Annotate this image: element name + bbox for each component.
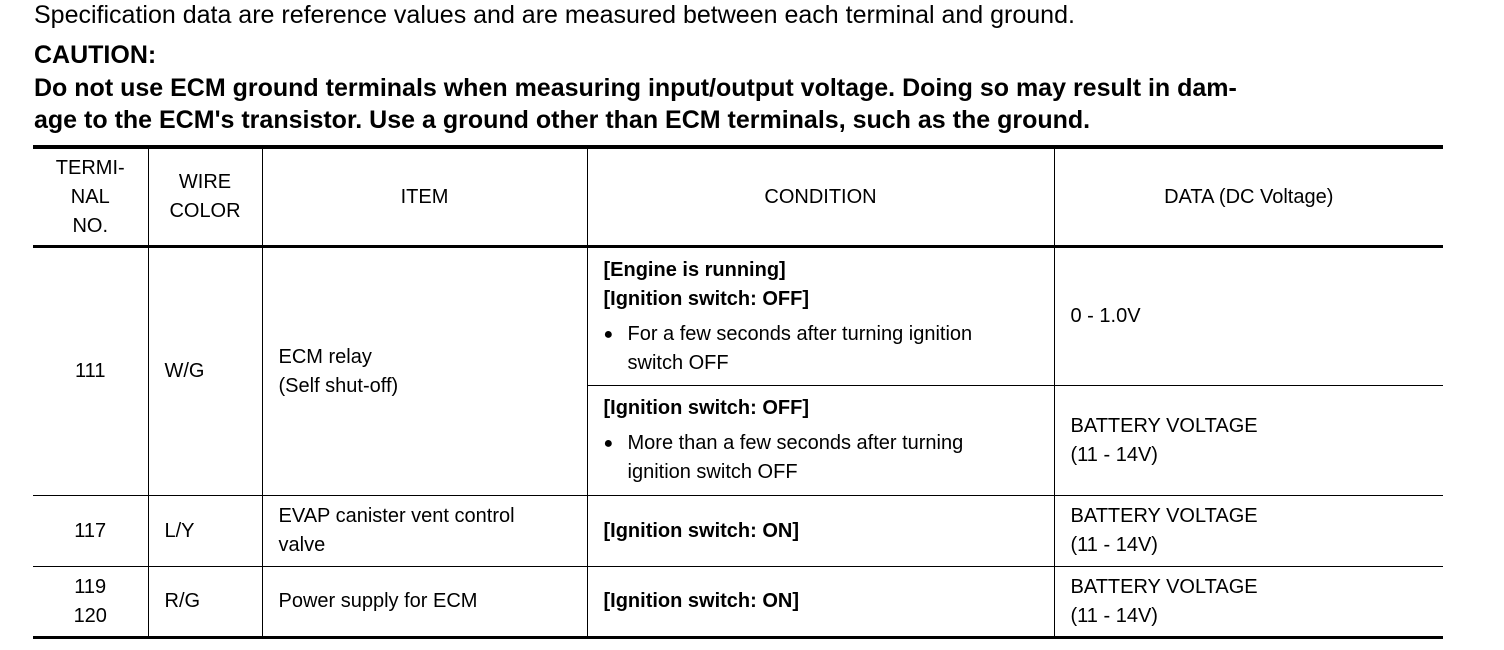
data-cell: BATTERY VOLTAGE (11 - 14V) <box>1054 567 1443 638</box>
caution-line: age to the ECM's transistor. Use a ground other than ECM terminals, such as the ground. <box>34 106 1091 134</box>
item-cell: EVAP canister vent control valve <box>262 496 587 567</box>
item-cell: ECM relay (Self shut-off) <box>262 247 587 496</box>
condition-cell: [Ignition switch: OFF] ● More than a few seconds after turning ignition switch OFF <box>587 386 1054 496</box>
wire-color-cell: L/Y <box>148 496 262 567</box>
terminal-no-cell: 111 <box>33 247 148 496</box>
condition-cell: [Engine is running] [Ignition switch: OFF] ● For a few seconds after turning ignition switch OFF <box>587 247 1054 386</box>
condition-bullet: ● For a few seconds after turning ignition switch OFF <box>604 320 1038 378</box>
header-wire-color: WIRE COLOR <box>148 147 262 247</box>
data-cell: BATTERY VOLTAGE (11 - 14V) <box>1054 386 1443 496</box>
header-item: ITEM <box>262 147 587 247</box>
condition-bullet: ● More than a few seconds after turning ignition switch OFF <box>604 429 1038 487</box>
caution-body <box>34 72 1444 136</box>
data-cell: BATTERY VOLTAGE (11 - 14V) <box>1054 496 1443 567</box>
wire-color-cell: W/G <box>148 247 262 496</box>
table-row <box>33 496 1443 567</box>
header-terminal-no: TERMI- NAL NO. <box>33 147 148 247</box>
condition-cell: [Ignition switch: ON] <box>587 496 1054 567</box>
terminal-no-cell: 117 <box>33 496 148 567</box>
terminal-spec-table <box>33 145 1443 639</box>
table-row <box>33 567 1443 638</box>
caution-heading: CAUTION: <box>34 41 157 69</box>
item-cell: Power supply for ECM <box>262 567 587 638</box>
condition-cell: [Ignition switch: ON] <box>587 567 1054 638</box>
intro-text: Specification data are reference values and are measured between each terminal and ground. <box>34 1 1075 29</box>
bullet-dot-icon: ● <box>603 325 614 343</box>
header-condition: CONDITION <box>587 147 1054 247</box>
wire-color-cell: R/G <box>148 567 262 638</box>
caution-line: Do not use ECM ground terminals when measuring input/output voltage. Doing so may result in dam- <box>34 74 1237 102</box>
header-data: DATA (DC Voltage) <box>1054 147 1443 247</box>
bullet-dot-icon: ● <box>603 435 614 452</box>
terminal-no-cell: 119 120 <box>33 567 148 638</box>
data-cell: 0 - 1.0V <box>1054 247 1443 386</box>
table-header-row <box>33 147 1443 247</box>
table-row <box>33 247 1443 386</box>
